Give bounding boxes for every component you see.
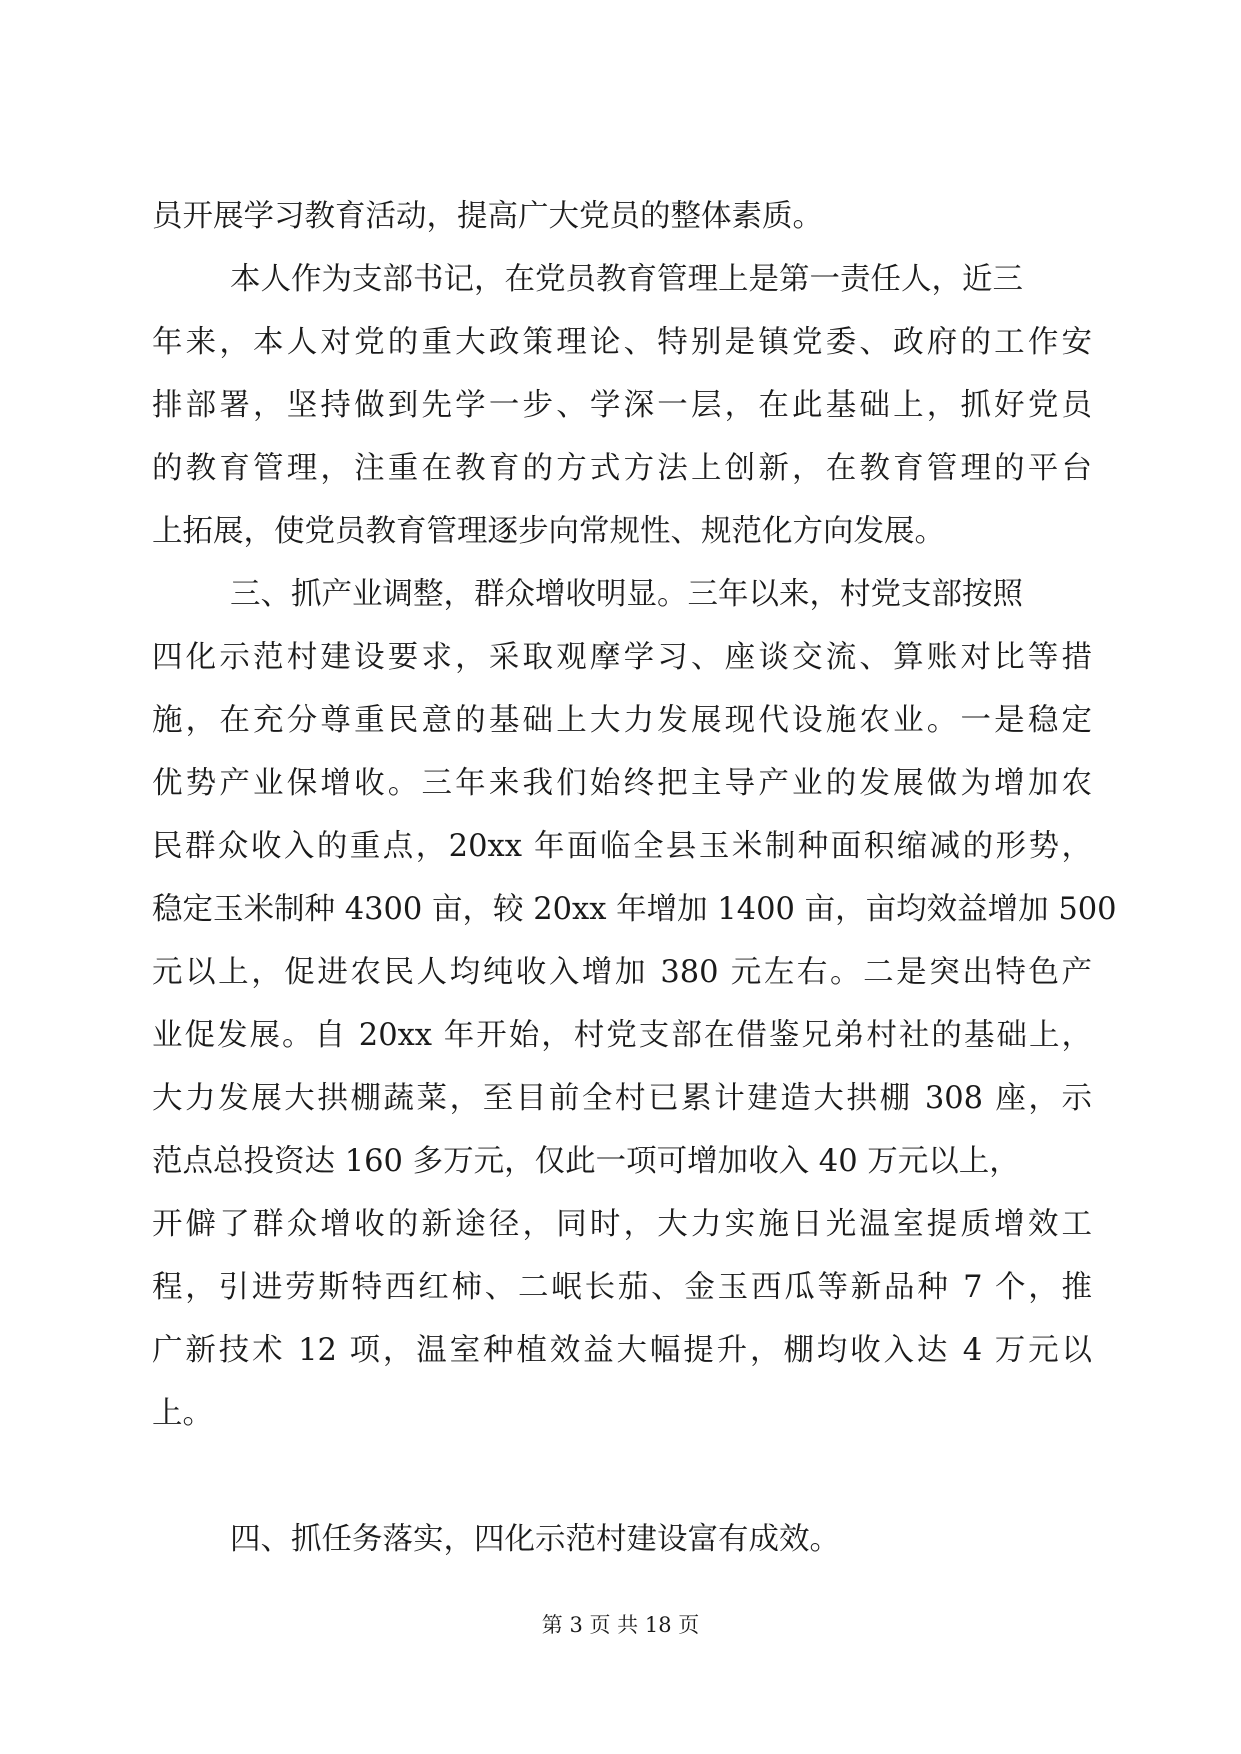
text-line: 元以上，促进农民人均纯收入增加 380 元左右。二是突出特色产 <box>152 955 1092 990</box>
text-line: 上。 <box>152 1396 213 1431</box>
paragraph-first-line: 四、抓任务落实，四化示范村建设富有成效。 <box>230 1522 840 1557</box>
paragraph-first-line: 本人作为支部书记，在党员教育管理上是第一责任人，近三 <box>230 262 1023 297</box>
text-line: 开僻了群众增收的新途径，同时，大力实施日光温室提质增效工 <box>152 1207 1092 1242</box>
text-line: 稳定玉米制种 4300 亩，较 20xx 年增加 1400 亩，亩均效益增加 500 <box>152 892 1117 927</box>
text-line: 上拓展，使党员教育管理逐步向常规性、规范化方向发展。 <box>152 514 945 549</box>
text-line: 程，引进劳斯特西红柿、二岷长茄、金玉西瓜等新品种 7 个，推 <box>152 1270 1092 1305</box>
text-line: 广新技术 12 项，温室种植效益大幅提升，棚均收入达 4 万元以 <box>152 1333 1092 1368</box>
text-line: 业促发展。自 20xx 年开始，村党支部在借鉴兄弟村社的基础上， <box>152 1018 1092 1053</box>
blank-line <box>152 1445 1092 1508</box>
text-line: 施，在充分尊重民意的基础上大力发展现代设施农业。一是稳定 <box>152 703 1092 738</box>
text-line: 民群众收入的重点，20xx 年面临全县玉米制种面积缩减的形势， <box>152 829 1092 864</box>
text-line: 员开展学习教育活动，提高广大党员的整体素质。 <box>152 199 823 234</box>
text-line: 四化示范村建设要求，采取观摩学习、座谈交流、算账对比等措 <box>152 640 1092 675</box>
text-line: 范点总投资达 160 多万元，仅此一项可增加收入 40 万元以上， <box>152 1144 1020 1179</box>
text-line: 年来，本人对党的重大政策理论、特别是镇党委、政府的工作安 <box>152 325 1092 360</box>
text-line: 排部署，坚持做到先学一步、学深一层，在此基础上，抓好党员 <box>152 388 1092 423</box>
text-line: 优势产业保增收。三年来我们始终把主导产业的发展做为增加农 <box>152 766 1092 801</box>
paragraph-first-line: 三、抓产业调整，群众增收明显。三年以来，村党支部按照 <box>230 577 1023 612</box>
page-number-footer: 第 3 页 共 18 页 <box>541 1613 700 1637</box>
text-line: 大力发展大拱棚蔬菜，至目前全村已累计建造大拱棚 308 座，示 <box>152 1081 1092 1116</box>
text-line: 的教育管理，注重在教育的方式方法上创新，在教育管理的平台 <box>152 451 1092 486</box>
body-text <box>152 185 1117 1571</box>
